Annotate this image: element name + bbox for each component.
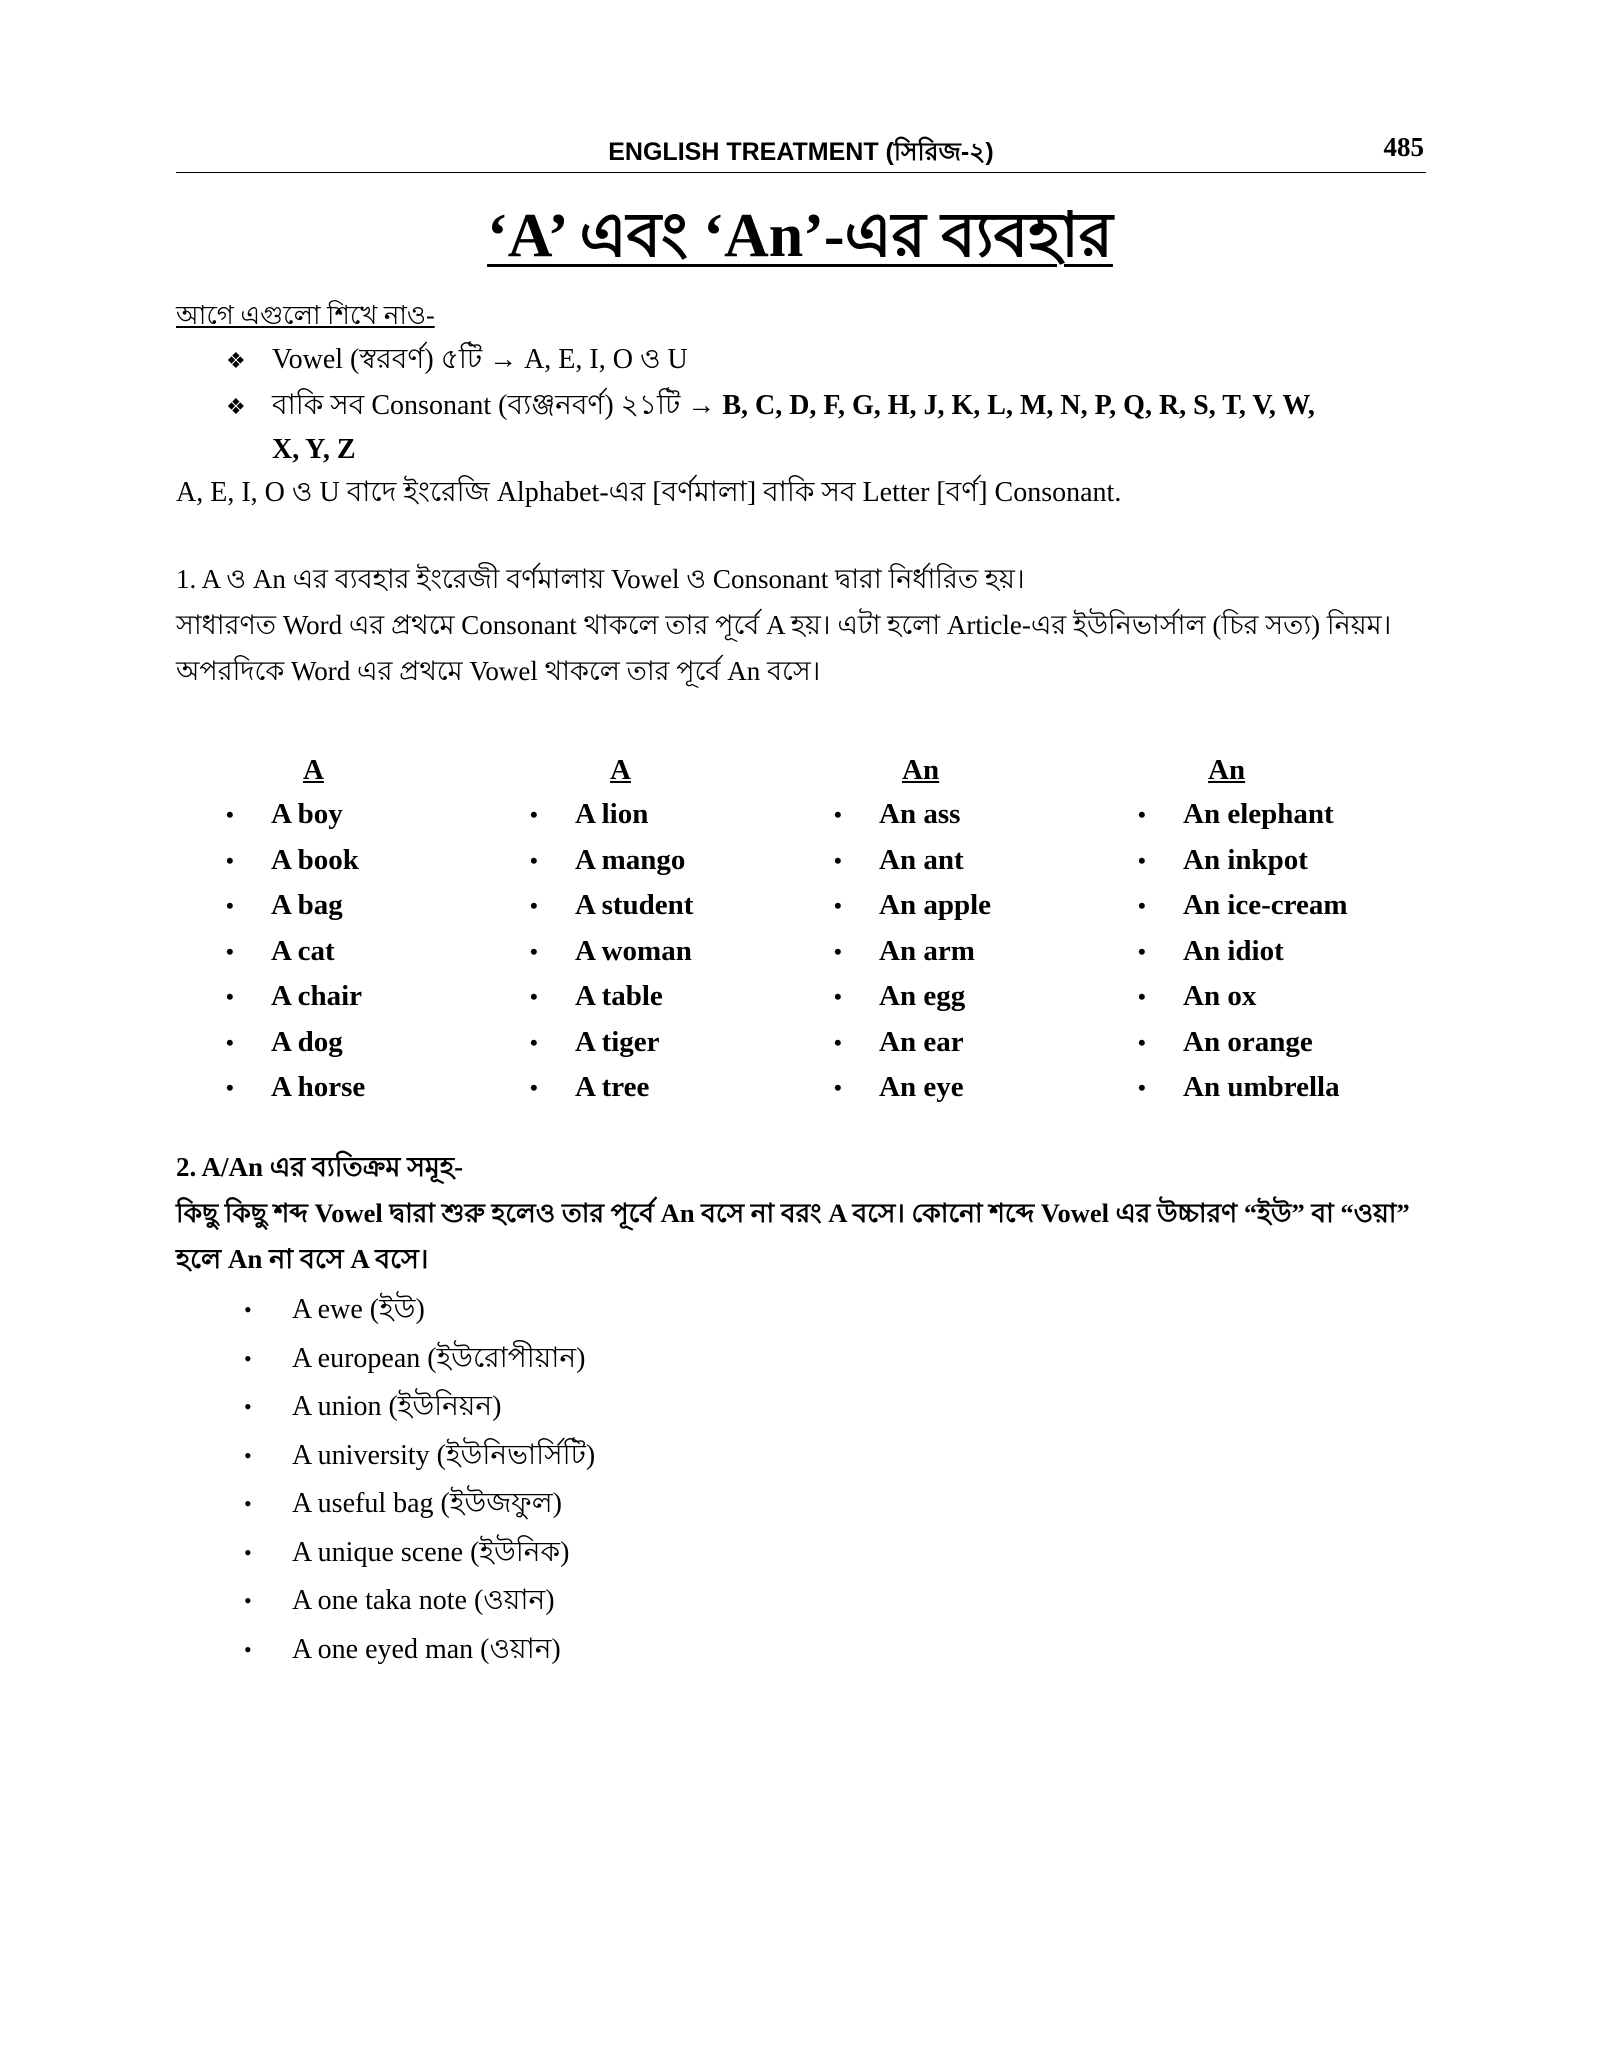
list-item: • An ant	[834, 838, 1134, 884]
list-item: • An apple	[834, 883, 1134, 929]
consonant-letters-line2: X, Y, Z	[272, 434, 356, 465]
column-a-1	[226, 748, 526, 1111]
bullet-icon: •	[1138, 1075, 1146, 1100]
page-title	[0, 188, 1600, 291]
bullet-icon: •	[530, 1075, 538, 1100]
bullet-icon: •	[226, 938, 234, 964]
bullet-icon: •	[834, 984, 842, 1009]
list-item: • An ox	[1138, 974, 1438, 1020]
list-item: • A one eyed man (ওয়ান)	[244, 1626, 595, 1675]
bullet-icon: •	[244, 1297, 252, 1322]
bullet-icon: •	[834, 802, 842, 827]
list-item: • An inkpot	[1138, 838, 1438, 884]
bullet-icon: •	[1138, 847, 1146, 873]
bullet-icon: •	[226, 802, 234, 827]
bullet-icon: •	[244, 1491, 252, 1516]
bullet-icon: •	[244, 1588, 252, 1613]
bullet-icon: •	[244, 1394, 252, 1419]
list-item: • A dog	[226, 1020, 526, 1066]
list-item: • A mango	[530, 838, 830, 884]
list-item: • A chair	[226, 974, 526, 1020]
section2-line2: হলে An না বসে A বসে।	[176, 1244, 429, 1274]
bullet-icon: •	[226, 1075, 234, 1100]
vowel-line: Vowel (স্বরবর্ণ) ৫টি → A, E, I, O ও U	[272, 344, 688, 375]
list-item: • An orange	[1138, 1020, 1438, 1066]
list-item: • An ear	[834, 1020, 1134, 1066]
column-heading: A	[610, 754, 631, 786]
column-a-2	[530, 748, 830, 1111]
consonant-item	[226, 383, 1315, 430]
consonant-letters-line1: B, C, D, F, G, H, J, K, L, M, N, P, Q, R, S, T, V, W,	[722, 390, 1315, 421]
list-item: • A horse	[226, 1065, 526, 1111]
column-heading: An	[1208, 754, 1246, 786]
column-list	[1138, 792, 1438, 1111]
bullet-icon: •	[1138, 1029, 1146, 1055]
bullet-icon: •	[834, 938, 842, 964]
bullet-icon: •	[834, 847, 842, 873]
list-item: • A table	[530, 974, 830, 1020]
list-item: • A one taka note (ওয়ান)	[244, 1577, 595, 1626]
bullet-icon: •	[530, 938, 538, 964]
diamond-bullet-icon: ❖	[226, 348, 246, 373]
list-item: • A useful bag (ইউজফুল)	[244, 1480, 595, 1529]
list-item: • An eye	[834, 1065, 1134, 1111]
column-list	[226, 792, 526, 1111]
header-title: ENGLISH TREATMENT (সিরিজ-২)	[608, 138, 994, 166]
bullet-icon: •	[244, 1442, 252, 1468]
consonant-prefix: বাকি সব Consonant (ব্যঞ্জনবর্ণ) ২১টি →	[272, 390, 723, 421]
page-title-text: ‘A’ এবং ‘An’-এর ব্যবহার	[487, 202, 1113, 270]
list-item: • A bag	[226, 883, 526, 929]
bullet-icon: •	[244, 1539, 252, 1565]
column-list	[834, 792, 1134, 1111]
column-an-2	[1138, 748, 1438, 1111]
list-item: • An arm	[834, 929, 1134, 975]
list-item: • A european (ইউরোপীয়ান)	[244, 1335, 595, 1384]
bullet-icon: •	[1138, 893, 1146, 918]
bullet-icon: •	[226, 847, 234, 873]
diamond-bullet-icon: ❖	[226, 394, 246, 419]
bullet-icon: •	[244, 1345, 252, 1371]
list-item: • A university (ইউনিভার্সিটি)	[244, 1432, 595, 1481]
list-item: • A lion	[530, 792, 830, 838]
list-item: • A boy	[226, 792, 526, 838]
bullet-icon: •	[226, 893, 234, 918]
bullet-icon: •	[1138, 802, 1146, 827]
page-header	[176, 128, 1426, 173]
bullet-icon: •	[530, 802, 538, 827]
bullet-icon: •	[530, 1029, 538, 1055]
column-an-1	[834, 748, 1134, 1111]
list-item: • An ass	[834, 792, 1134, 838]
column-list	[530, 792, 830, 1111]
section1-line2: সাধারণত Word এর প্রথমে Consonant থাকলে তার পূর্বে A হয়। এটা হলো Article-এর ইউনিভার্সাল (চির সত্য) নিয়ম।	[176, 610, 1392, 640]
intro-summary: A, E, I, O ও U বাদে ইংরেজি Alphabet-এর [বর্ণমালা] বাকি সব Letter [বর্ণ] Consonant.	[176, 477, 1122, 508]
list-item: • An egg	[834, 974, 1134, 1020]
section2-heading: 2. A/An এর ব্যতিক্রম সমূহ-	[176, 1152, 464, 1182]
list-item: • A tiger	[530, 1020, 830, 1066]
list-item: • A tree	[530, 1065, 830, 1111]
section2-line1: কিছু কিছু শব্দ Vowel দ্বারা শুরু হলেও তার পূর্বে An বসে না বরং A বসে। কোনো শব্দে Vowel এর উচ্চারণ “ইউ” বা “ওয়া”	[176, 1198, 1410, 1228]
bullet-icon: •	[226, 984, 234, 1009]
column-heading: A	[303, 754, 324, 786]
bullet-icon: •	[530, 893, 538, 918]
vowel-item	[226, 337, 688, 384]
list-item: • A student	[530, 883, 830, 929]
page-number: 485	[1383, 132, 1424, 162]
list-item: • A cat	[226, 929, 526, 975]
bullet-icon: •	[226, 1029, 234, 1055]
bullet-icon: •	[244, 1636, 252, 1662]
section1-line3: অপরদিকে Word এর প্রথমে Vowel থাকলে তার পূর্বে An বসে।	[176, 656, 821, 686]
list-item: • A woman	[530, 929, 830, 975]
list-item: • A book	[226, 838, 526, 884]
bullet-icon: •	[834, 893, 842, 918]
list-item: • An ice-cream	[1138, 883, 1438, 929]
list-item: • An idiot	[1138, 929, 1438, 975]
list-item: • A union (ইউনিয়ন)	[244, 1383, 595, 1432]
column-heading: An	[902, 754, 940, 786]
bullet-icon: •	[530, 984, 538, 1009]
bullet-icon: •	[834, 1075, 842, 1100]
bullet-icon: •	[834, 1029, 842, 1055]
exception-list	[244, 1286, 595, 1674]
bullet-icon: •	[1138, 938, 1146, 964]
bullet-icon: •	[530, 847, 538, 873]
section1-line1: 1. A ও An এর ব্যবহার ইংরেজী বর্ণমালায় Vowel ও Consonant দ্বারা নির্ধারিত হয়।	[176, 564, 1025, 594]
intro-heading: আগে এগুলো শিখে নাও-	[176, 301, 435, 330]
bullet-icon: •	[1138, 984, 1146, 1009]
consonant-letters-line2-wrap	[272, 427, 356, 473]
list-item: • A unique scene (ইউনিক)	[244, 1529, 595, 1578]
list-item: • An elephant	[1138, 792, 1438, 838]
list-item: • An umbrella	[1138, 1065, 1438, 1111]
list-item: • A ewe (ইউ)	[244, 1286, 595, 1335]
